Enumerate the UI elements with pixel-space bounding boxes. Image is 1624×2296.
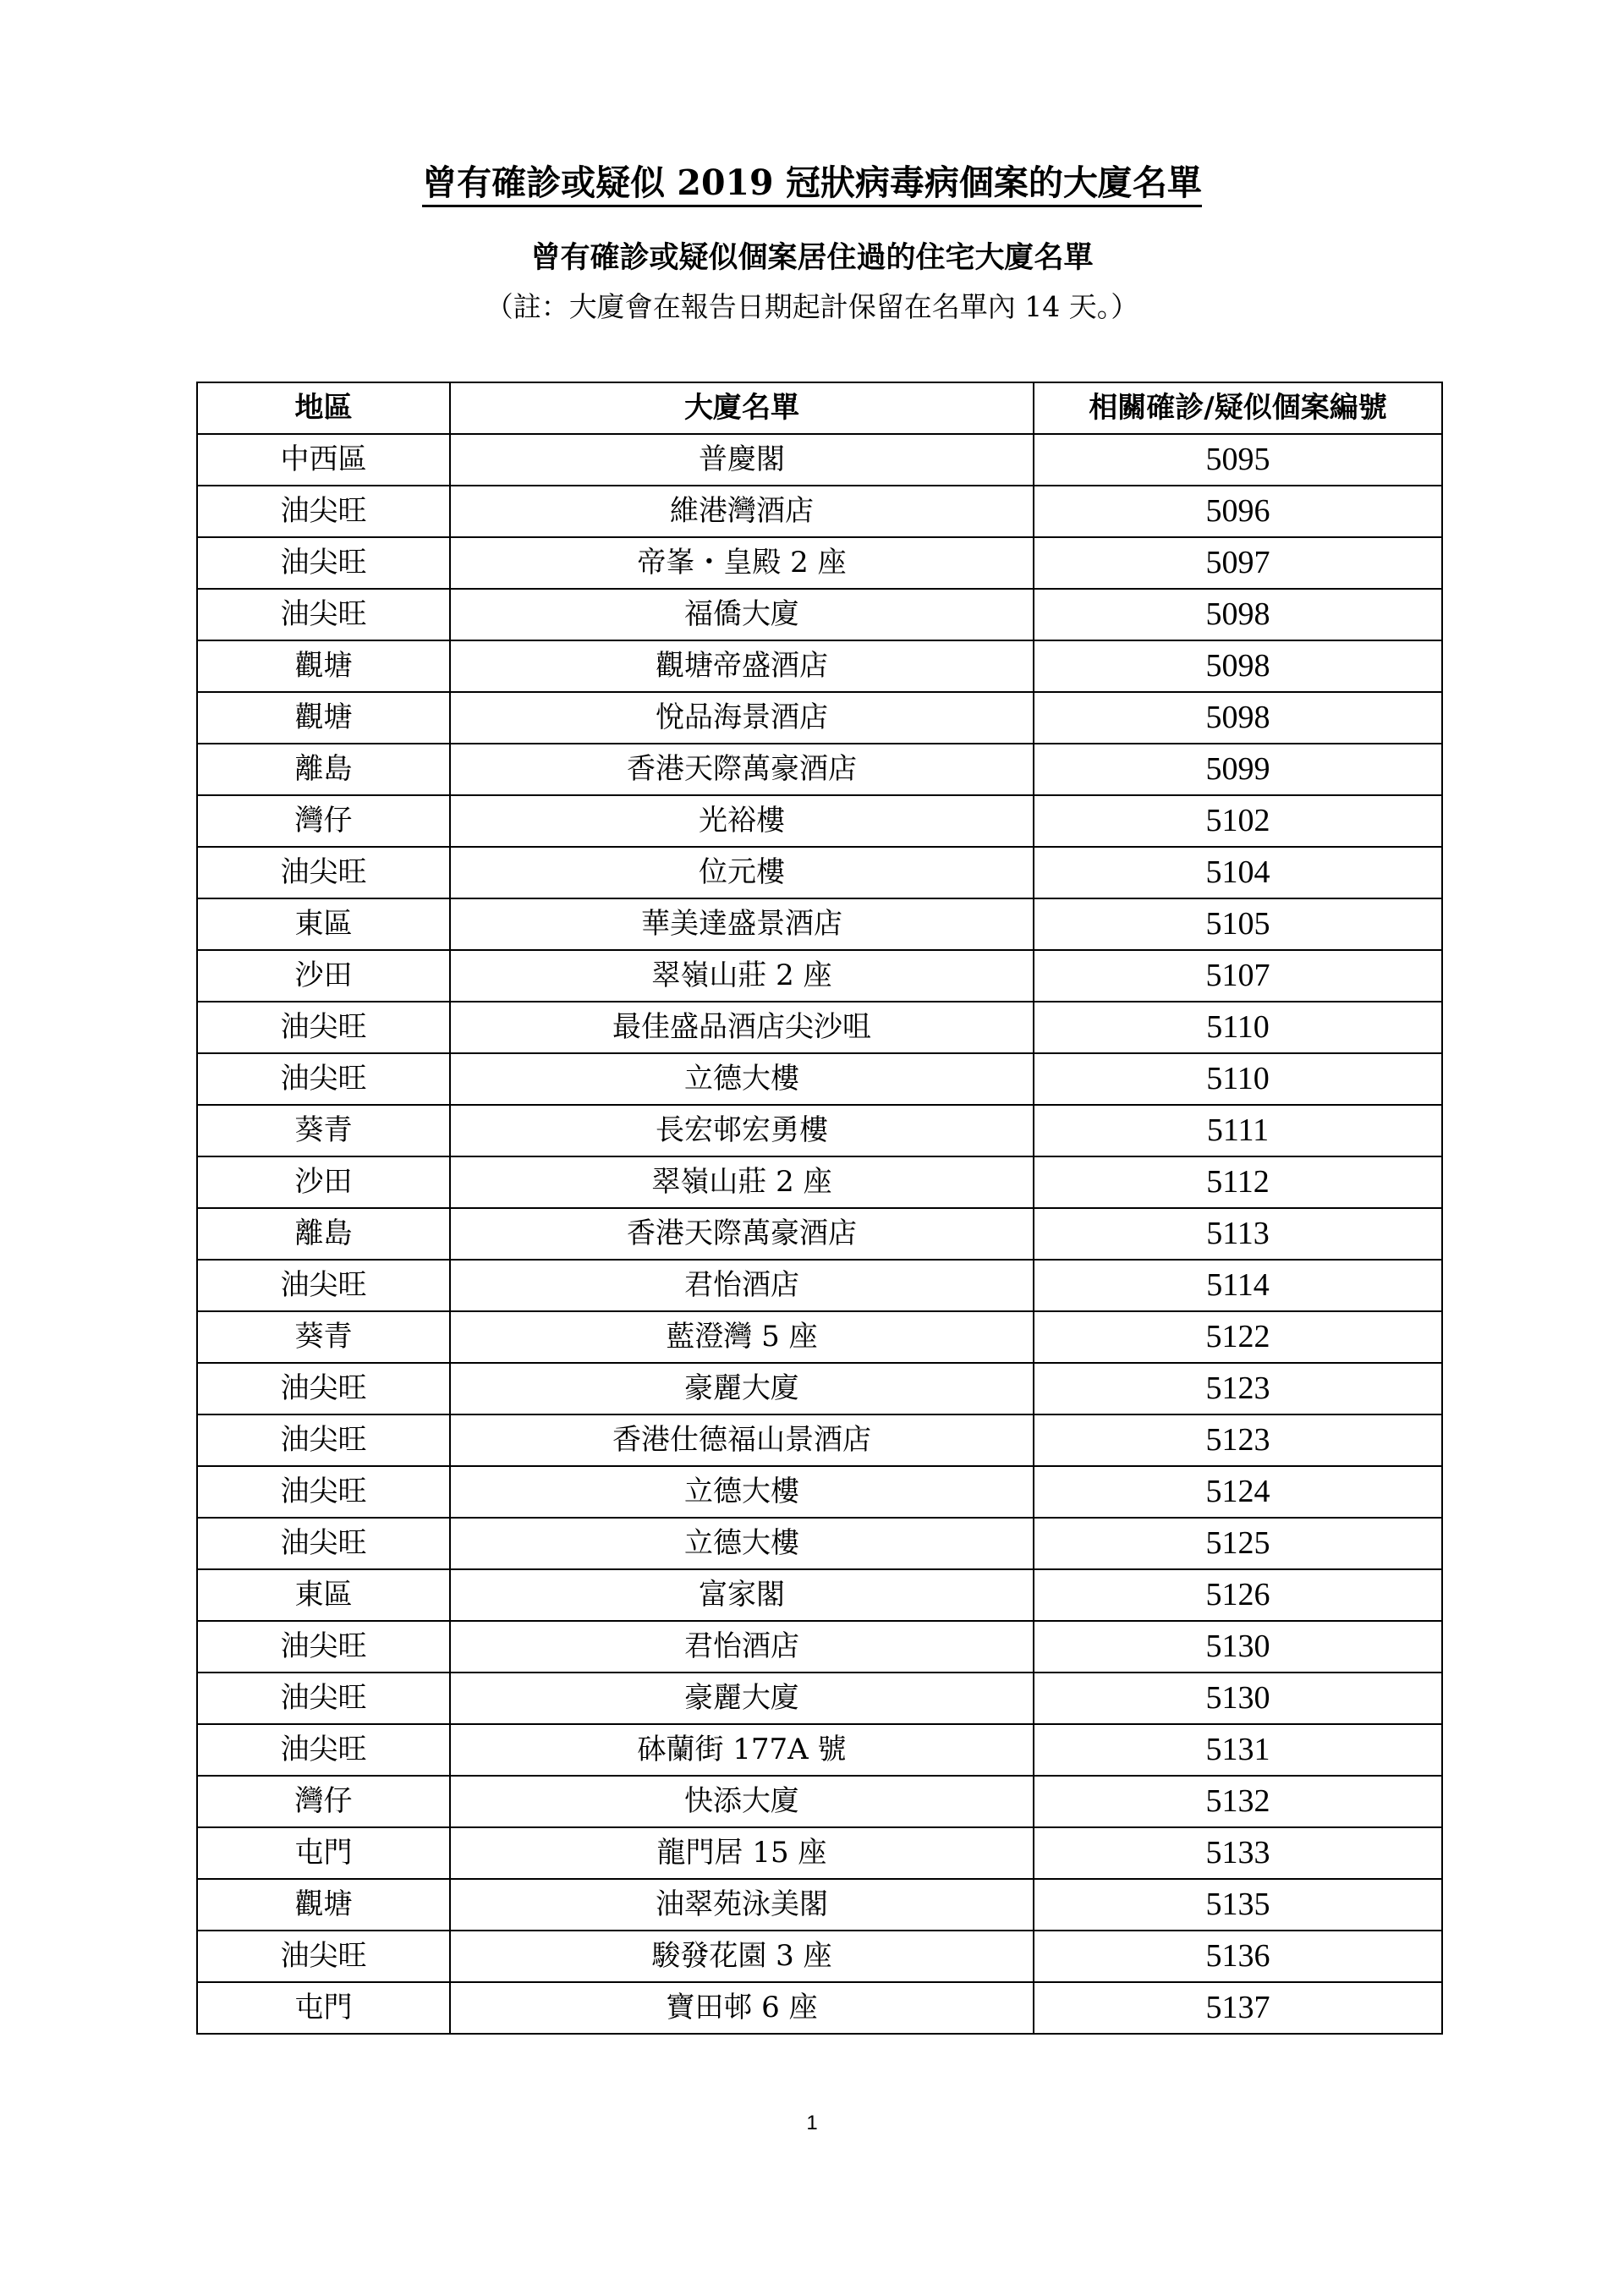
table-row [197, 847, 1442, 898]
district-cell: 屯門 [197, 1827, 450, 1879]
district-cell: 葵青 [197, 1311, 450, 1363]
case-number-cell: 5096 [1034, 486, 1442, 537]
case-number-cell: 5124 [1034, 1466, 1442, 1518]
table-row [197, 1569, 1442, 1621]
table-header-row [197, 382, 1442, 434]
district-cell: 油尖旺 [197, 847, 450, 898]
table-row [197, 486, 1442, 537]
district-cell: 油尖旺 [197, 1724, 450, 1776]
district-cell: 灣仔 [197, 795, 450, 847]
table-row [197, 744, 1442, 795]
building-cell: 寶田邨 6 座 [450, 1982, 1034, 2034]
table-row [197, 1776, 1442, 1827]
case-number-cell: 5126 [1034, 1569, 1442, 1621]
case-number-cell: 5098 [1034, 640, 1442, 692]
case-number-cell: 5110 [1034, 1002, 1442, 1053]
building-cell: 最佳盛品酒店尖沙咀 [450, 1002, 1034, 1053]
table-row [197, 1002, 1442, 1053]
case-number-cell: 5113 [1034, 1208, 1442, 1260]
building-cell: 龍門居 15 座 [450, 1827, 1034, 1879]
case-number-cell: 5136 [1034, 1931, 1442, 1982]
building-cell: 豪麗大廈 [450, 1673, 1034, 1724]
building-cell: 砵蘭街 177A 號 [450, 1724, 1034, 1776]
header-district: 地區 [197, 382, 450, 434]
retention-note: （註：大廈會在報告日期起計保留在名單內 14 天。） [485, 290, 1139, 323]
case-number-cell: 5104 [1034, 847, 1442, 898]
district-cell: 東區 [197, 898, 450, 950]
district-cell: 沙田 [197, 950, 450, 1002]
district-cell: 油尖旺 [197, 537, 450, 589]
building-cell: 君怡酒店 [450, 1621, 1034, 1673]
case-number-cell: 5137 [1034, 1982, 1442, 2034]
district-cell: 油尖旺 [197, 1931, 450, 1982]
case-number-cell: 5114 [1034, 1260, 1442, 1311]
building-cell: 華美達盛景酒店 [450, 898, 1034, 950]
district-cell: 灣仔 [197, 1776, 450, 1827]
table-row [197, 1311, 1442, 1363]
building-cell: 立德大樓 [450, 1466, 1034, 1518]
case-number-cell: 5131 [1034, 1724, 1442, 1776]
building-cell: 富家閣 [450, 1569, 1034, 1621]
table-row [197, 1208, 1442, 1260]
building-cell: 福僑大廈 [450, 589, 1034, 640]
case-number-cell: 5135 [1034, 1879, 1442, 1931]
building-cell: 香港天際萬豪酒店 [450, 744, 1034, 795]
district-cell: 中西區 [197, 434, 450, 486]
district-cell: 觀塘 [197, 640, 450, 692]
document-subtitle: 曾有確診或疑似個案居住過的住宅大廈名單 [530, 240, 1094, 275]
district-cell: 油尖旺 [197, 1414, 450, 1466]
building-cell: 藍澄灣 5 座 [450, 1311, 1034, 1363]
building-cell: 光裕樓 [450, 795, 1034, 847]
case-number-cell: 5098 [1034, 589, 1442, 640]
header-case-number: 相關確診/疑似個案編號 [1034, 382, 1442, 434]
buildings-table [196, 382, 1443, 2035]
building-cell: 翠嶺山莊 2 座 [450, 950, 1034, 1002]
table-row [197, 1260, 1442, 1311]
district-cell: 沙田 [197, 1156, 450, 1208]
table-row [197, 692, 1442, 744]
building-cell: 翠嶺山莊 2 座 [450, 1156, 1034, 1208]
case-number-cell: 5110 [1034, 1053, 1442, 1105]
district-cell: 離島 [197, 744, 450, 795]
table-row [197, 589, 1442, 640]
table-row [197, 1363, 1442, 1414]
document-title [0, 157, 1624, 208]
case-number-cell: 5123 [1034, 1414, 1442, 1466]
building-cell: 立德大樓 [450, 1053, 1034, 1105]
case-number-cell: 5095 [1034, 434, 1442, 486]
table-row [197, 1724, 1442, 1776]
page-number: 1 [806, 2112, 818, 2134]
district-cell: 觀塘 [197, 692, 450, 744]
building-cell: 駿發花園 3 座 [450, 1931, 1034, 1982]
case-number-cell: 5102 [1034, 795, 1442, 847]
case-number-cell: 5099 [1034, 744, 1442, 795]
table-row [197, 1621, 1442, 1673]
district-cell: 屯門 [197, 1982, 450, 2034]
case-number-cell: 5098 [1034, 692, 1442, 744]
table-row [197, 1156, 1442, 1208]
table-row [197, 1673, 1442, 1724]
district-cell: 油尖旺 [197, 1673, 450, 1724]
table-row [197, 640, 1442, 692]
table-row [197, 1879, 1442, 1931]
table-row [197, 795, 1442, 847]
case-number-cell: 5112 [1034, 1156, 1442, 1208]
district-cell: 油尖旺 [197, 1518, 450, 1569]
case-number-cell: 5111 [1034, 1105, 1442, 1156]
building-cell: 油翠苑泳美閣 [450, 1879, 1034, 1931]
table-row [197, 1053, 1442, 1105]
table-row [197, 537, 1442, 589]
building-cell: 觀塘帝盛酒店 [450, 640, 1034, 692]
table-row [197, 1827, 1442, 1879]
building-cell: 香港天際萬豪酒店 [450, 1208, 1034, 1260]
district-cell: 油尖旺 [197, 1260, 450, 1311]
building-cell: 豪麗大廈 [450, 1363, 1034, 1414]
document-title-text: 曾有確診或疑似 2019 冠狀病毒病個案的大廈名單 [422, 162, 1202, 207]
building-cell: 悅品海景酒店 [450, 692, 1034, 744]
case-number-cell: 5097 [1034, 537, 1442, 589]
district-cell: 油尖旺 [197, 1002, 450, 1053]
building-cell: 立德大樓 [450, 1518, 1034, 1569]
building-cell: 快添大廈 [450, 1776, 1034, 1827]
building-cell: 位元樓 [450, 847, 1034, 898]
table-row [197, 1931, 1442, 1982]
district-cell: 油尖旺 [197, 1466, 450, 1518]
building-cell: 君怡酒店 [450, 1260, 1034, 1311]
table-row [197, 1414, 1442, 1466]
table-body [197, 434, 1442, 2034]
district-cell: 油尖旺 [197, 1053, 450, 1105]
case-number-cell: 5130 [1034, 1621, 1442, 1673]
case-number-cell: 5125 [1034, 1518, 1442, 1569]
case-number-cell: 5133 [1034, 1827, 1442, 1879]
case-number-cell: 5122 [1034, 1311, 1442, 1363]
district-cell: 離島 [197, 1208, 450, 1260]
table-row [197, 1466, 1442, 1518]
building-cell: 普慶閣 [450, 434, 1034, 486]
building-cell: 維港灣酒店 [450, 486, 1034, 537]
case-number-cell: 5130 [1034, 1673, 1442, 1724]
table-row [197, 950, 1442, 1002]
case-number-cell: 5107 [1034, 950, 1442, 1002]
case-number-cell: 5123 [1034, 1363, 1442, 1414]
buildings-table-container [196, 382, 1441, 2035]
case-number-cell: 5132 [1034, 1776, 1442, 1827]
district-cell: 葵青 [197, 1105, 450, 1156]
district-cell: 油尖旺 [197, 1363, 450, 1414]
district-cell: 觀塘 [197, 1879, 450, 1931]
table-row [197, 434, 1442, 486]
district-cell: 油尖旺 [197, 589, 450, 640]
district-cell: 東區 [197, 1569, 450, 1621]
table-row [197, 1105, 1442, 1156]
case-number-cell: 5105 [1034, 898, 1442, 950]
table-row [197, 1982, 1442, 2034]
building-cell: 長宏邨宏勇樓 [450, 1105, 1034, 1156]
header-building: 大廈名單 [450, 382, 1034, 434]
building-cell: 香港仕德福山景酒店 [450, 1414, 1034, 1466]
table-row [197, 1518, 1442, 1569]
district-cell: 油尖旺 [197, 1621, 450, 1673]
district-cell: 油尖旺 [197, 486, 450, 537]
building-cell: 帝峯・皇殿 2 座 [450, 537, 1034, 589]
table-row [197, 898, 1442, 950]
